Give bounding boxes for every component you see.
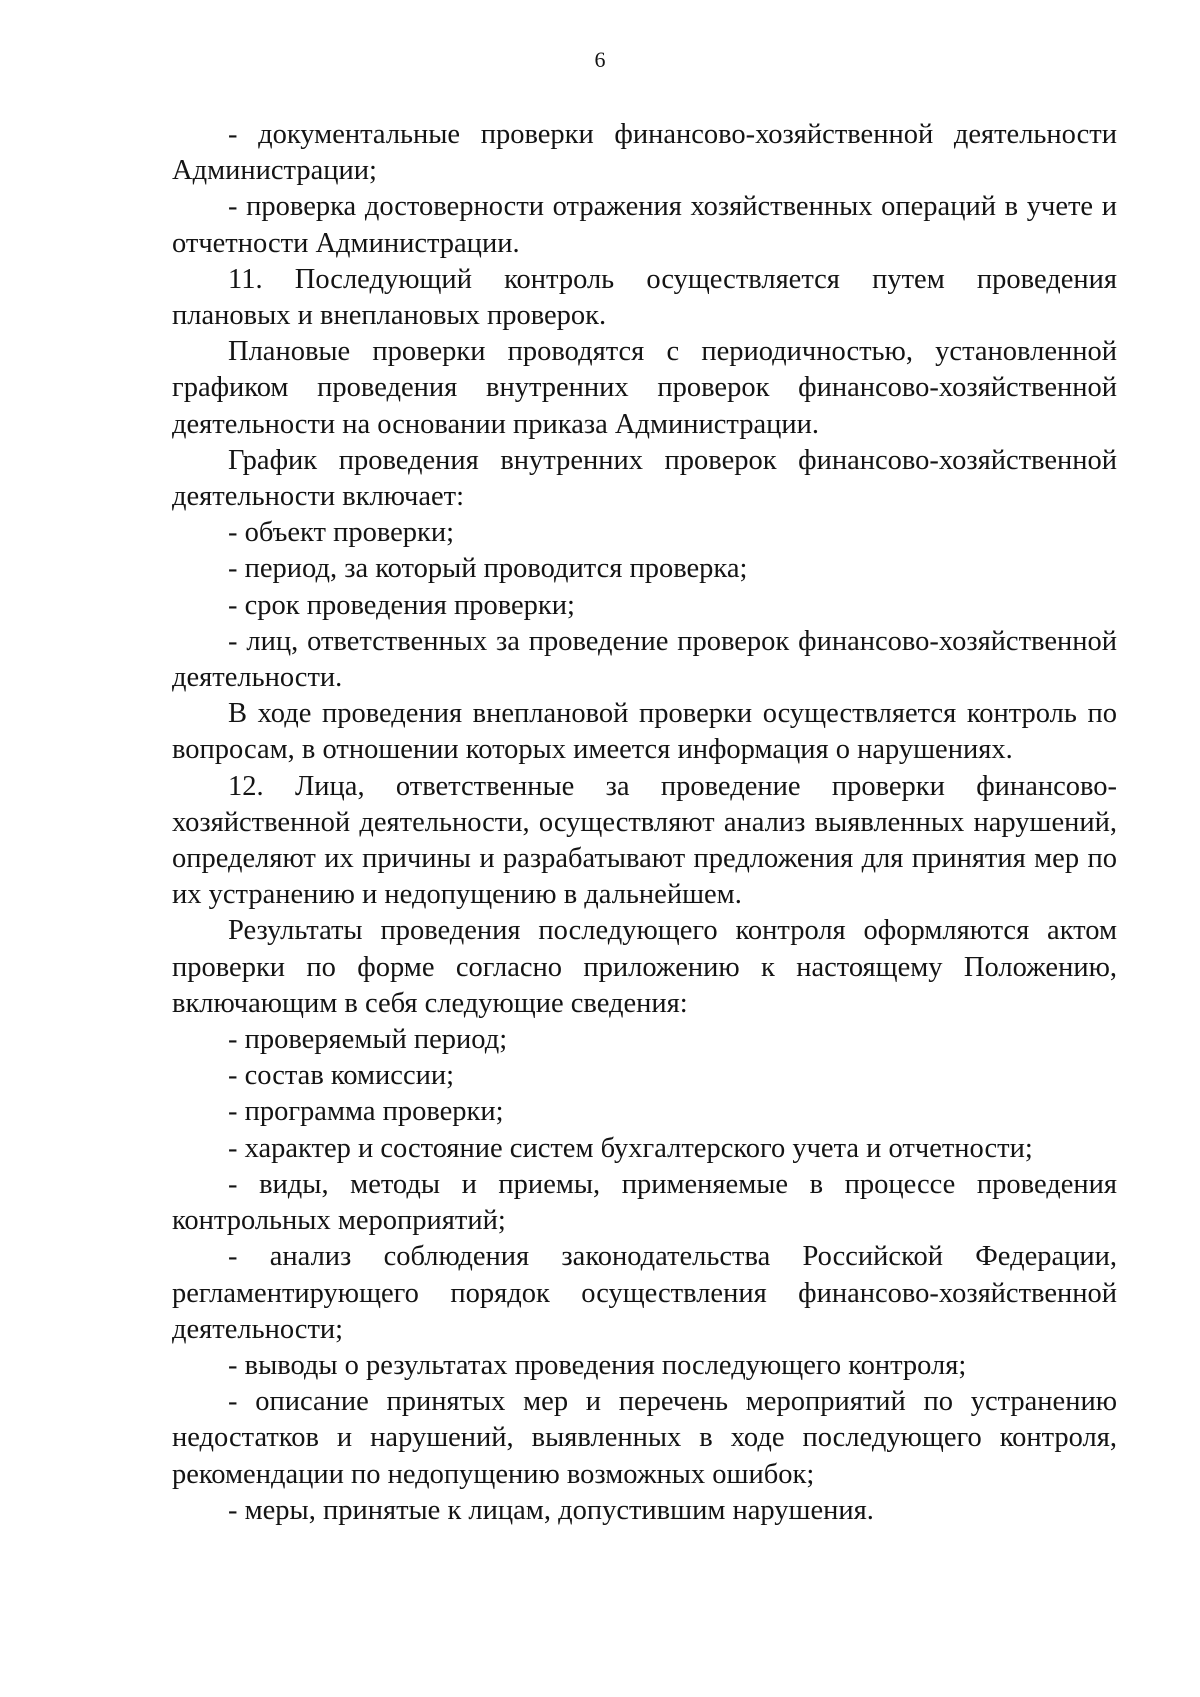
document-body: [172, 117, 1117, 1529]
clause-11: 11. Последующий контроль осуществляется путем проведения плановых и внеплановых проверок.: [172, 263, 1117, 332]
list-item-reliability-check: - проверка достоверности отражения хозяйственных операций в учете и отчетности Администрации.: [172, 191, 1117, 259]
list-item-checked-period: - проверяемый период;: [228, 1024, 508, 1056]
list-item-program: - программа проверки;: [228, 1096, 504, 1128]
list-item-measures-description: - описание принятых мер и перечень мероприятий по устранению недостатков и нарушений, выявленных в ходе последующего контроля, рекомендации по недопущению возможных ошибок;: [172, 1386, 1117, 1490]
list-item-commission: - состав комиссии;: [228, 1060, 455, 1092]
list-item-methods: - виды, методы и приемы, применяемые в процессе проведения контрольных мероприятий;: [172, 1168, 1117, 1237]
list-item-documentary-checks: - документальные проверки финансово-хозяйственной деятельности Администрации;: [172, 119, 1117, 187]
paragraph-planned-checks: Плановые проверки проводятся с периодичностью, установленной графиком проведения внутренних проверок финансово-хозяйственной деятельности на основании приказа Администрации.: [172, 336, 1117, 440]
list-item-accounting-systems: - характер и состояние систем бухгалтерского учета и отчетности;: [228, 1132, 1033, 1164]
clause-12: 12. Лица, ответственные за проведение проверки финансово-хозяйственной деятельности, осуществляют анализ выявленных нарушений, определяют их причины и разрабатывают предложения для принятия мер по их устранению и недопущению в дальнейшем.: [172, 770, 1117, 911]
paragraph-schedule-includes: График проведения внутренних проверок финансово-хозяйственной деятельности включает:: [172, 444, 1117, 513]
list-item-responsible-persons: - лиц, ответственных за проведение проверок финансово-хозяйственной деятельности.: [172, 625, 1117, 694]
list-item-check-object: - объект проверки;: [228, 517, 455, 549]
list-item-legislation-analysis: - анализ соблюдения законодательства Российской Федерации, регламентирующего порядок осуществления финансово-хозяйственной деятельности;: [172, 1241, 1117, 1345]
page-number: 6: [594, 47, 606, 72]
paragraph-results: Результаты проведения последующего контроля оформляются актом проверки по форме согласно приложению к настоящему Положению, включающим в себя следующие сведения:: [172, 915, 1117, 1019]
paragraph-unplanned-checks: В ходе проведения внеплановой проверки осуществляется контроль по вопросам, в отношении которых имеется информация о нарушениях.: [172, 698, 1117, 766]
list-item-check-period: - период, за который проводится проверка;: [228, 553, 748, 585]
list-item-conclusions: - выводы о результатах проведения последующего контроля;: [228, 1349, 967, 1381]
list-item-check-term: - срок проведения проверки;: [228, 589, 575, 621]
list-item-measures-to-persons: - меры, принятые к лицам, допустившим нарушения.: [228, 1494, 874, 1526]
